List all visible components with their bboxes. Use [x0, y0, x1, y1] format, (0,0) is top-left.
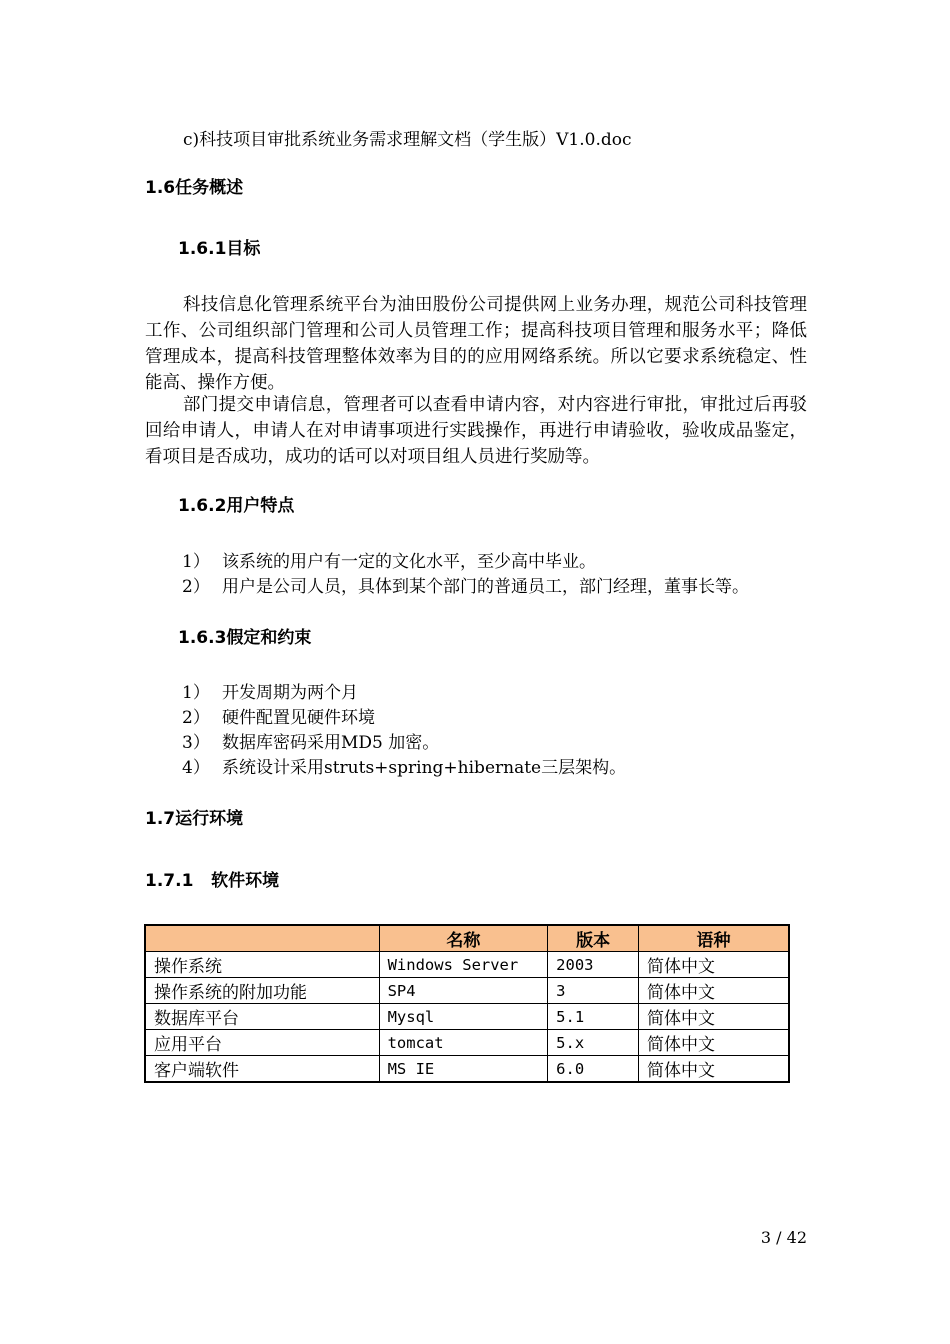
- table-cell: 数据库平台: [145, 1004, 379, 1030]
- goal-paragraph-2: 部门提交申请信息，管理者可以查看申请内容，对内容进行审批，审批过后再驳回给申请人，申请人在对申请事项进行实践操作，再进行申请验收，验收成品鉴定，看项目是否成功，成功的话可以对项目组人员进行奖励等。: [145, 395, 807, 467]
- table-row: [145, 1056, 789, 1083]
- table-cell: MS IE: [379, 1056, 548, 1083]
- table-cell: 简体中文: [639, 1030, 790, 1056]
- list-item-text: 硬件配置见硬件环境: [222, 708, 375, 728]
- table-cell: 2003: [548, 952, 639, 978]
- reference-item: c)科技项目审批系统业务需求理解文档（学生版）V1.0.doc: [183, 130, 632, 150]
- table-cell: SP4: [379, 978, 548, 1004]
- table-header-cell: [145, 925, 379, 952]
- table-cell: 应用平台: [145, 1030, 379, 1056]
- page-number: 3 / 42: [760, 1228, 807, 1247]
- table-cell: 简体中文: [639, 978, 790, 1004]
- table-cell: tomcat: [379, 1030, 548, 1056]
- list-item-number: 4）: [182, 758, 210, 778]
- table-cell: 简体中文: [639, 952, 790, 978]
- table-cell: 简体中文: [639, 1004, 790, 1030]
- list-item-text: 数据库密码采用MD5 加密。: [222, 733, 440, 753]
- heading-1-6-2: 1.6.2用户特点: [178, 496, 295, 516]
- list-item: [182, 575, 749, 600]
- list-item: [182, 731, 626, 756]
- table-cell: Windows Server: [379, 952, 548, 978]
- list-item: [182, 756, 626, 781]
- table-row: [145, 1030, 789, 1056]
- list-item-text: 开发周期为两个月: [222, 683, 358, 703]
- heading-1-6: 1.6任务概述: [145, 178, 244, 198]
- table-cell: 简体中文: [639, 1056, 790, 1083]
- list-item-number: 1）: [182, 552, 210, 572]
- table-cell: 操作系统的附加功能: [145, 978, 379, 1004]
- goal-paragraph-1: 科技信息化管理系统平台为油田股份公司提供网上业务办理，规范公司科技管理工作、公司组织部门管理和公司人员管理工作；提高科技项目管理和服务水平；降低管理成本，提高科技管理整体效率为目的的应用网络系统。所以它要求系统稳定、性能高、操作方便。: [145, 295, 807, 393]
- table-cell: 客户端软件: [145, 1056, 379, 1083]
- table-cell: 操作系统: [145, 952, 379, 978]
- list-item: [182, 550, 749, 575]
- list-item-number: 2）: [182, 577, 210, 597]
- table-cell: 3: [548, 978, 639, 1004]
- table-row: [145, 1004, 789, 1030]
- table-header-cell: 版本: [548, 925, 639, 952]
- table-cell: 6.0: [548, 1056, 639, 1083]
- table-header-row: [145, 925, 789, 952]
- heading-1-7: 1.7运行环境: [145, 809, 244, 829]
- table-row: [145, 978, 789, 1004]
- list-item-text: 该系统的用户有一定的文化水平，至少高中毕业。: [222, 552, 596, 572]
- table-cell: 5.1: [548, 1004, 639, 1030]
- software-environment-table: [144, 924, 790, 1083]
- list-item-number: 3）: [182, 733, 210, 753]
- list-item-number: 1）: [182, 683, 210, 703]
- list-item-text: 系统设计采用struts+spring+hibernate三层架构。: [222, 758, 627, 778]
- heading-1-6-3: 1.6.3假定和约束: [178, 628, 312, 648]
- table-cell: Mysql: [379, 1004, 548, 1030]
- table-cell: 5.x: [548, 1030, 639, 1056]
- table-header-cell: 名称: [379, 925, 548, 952]
- user-traits-list: [182, 550, 749, 600]
- constraints-list: [182, 681, 626, 781]
- list-item-number: 2）: [182, 708, 210, 728]
- heading-1-7-1: 1.7.1 软件环境: [145, 871, 280, 891]
- table-header-cell: 语种: [639, 925, 790, 952]
- list-item: [182, 681, 626, 706]
- heading-1-6-1: 1.6.1目标: [178, 239, 261, 259]
- list-item: [182, 706, 626, 731]
- list-item-text: 用户是公司人员，具体到某个部门的普通员工，部门经理，董事长等。: [222, 577, 749, 597]
- table-row: [145, 952, 789, 978]
